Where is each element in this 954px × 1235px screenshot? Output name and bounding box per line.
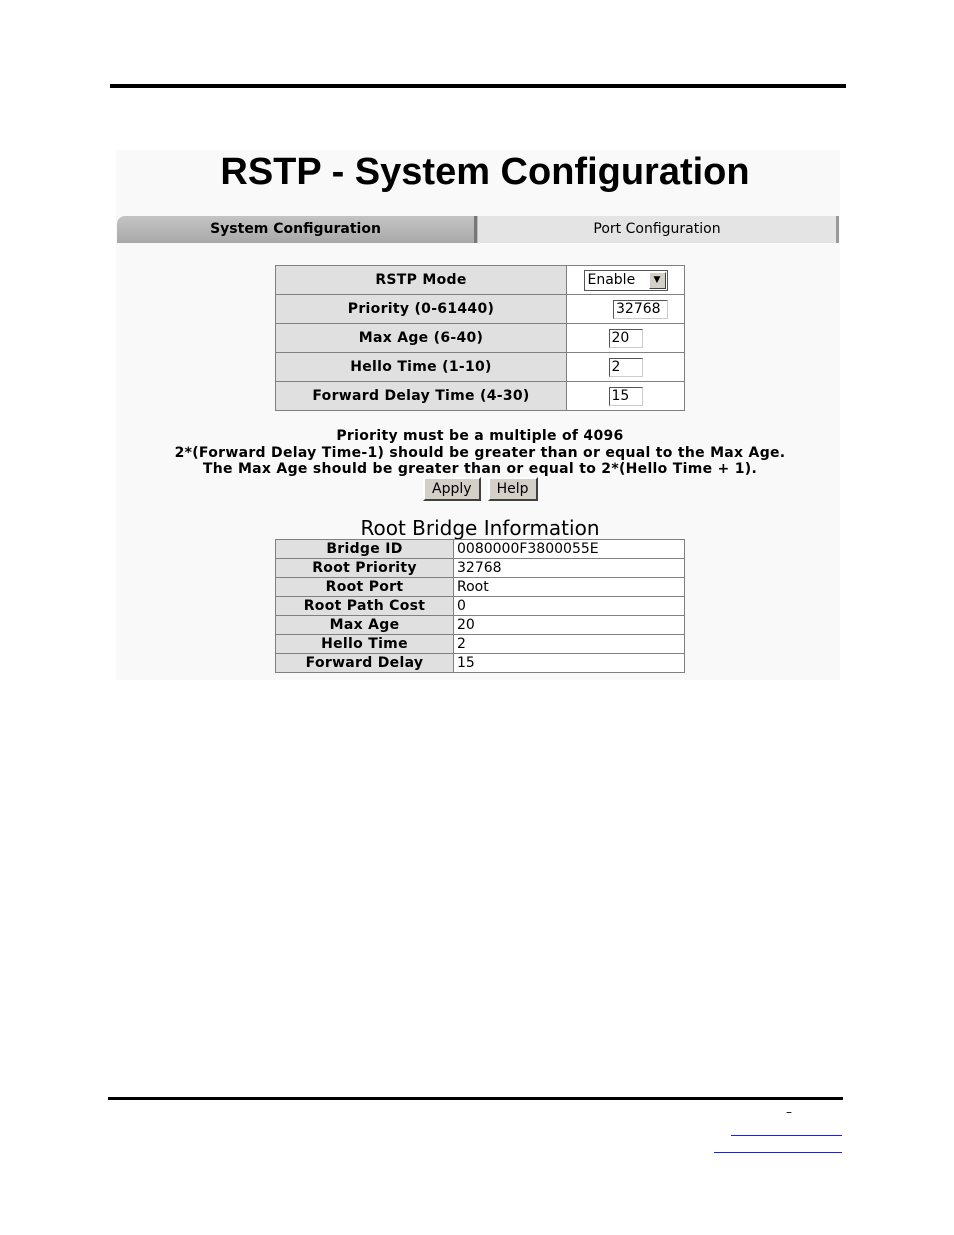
footer-dash: – xyxy=(786,1105,792,1119)
config-row-hello-time xyxy=(276,353,685,382)
footer-link-underline[interactable] xyxy=(714,1152,842,1153)
page-title: RSTP - System Configuration xyxy=(220,151,750,193)
max-age-info-label: Max Age xyxy=(276,616,454,635)
forward-delay-info-value: 15 xyxy=(454,654,685,673)
rstp-mode-value: Enable xyxy=(587,271,636,288)
max-age-label: Max Age (6-40) xyxy=(276,324,567,353)
root-path-cost-value: 0 xyxy=(454,597,685,616)
footer-link-underline[interactable] xyxy=(731,1135,842,1136)
forward-delay-input[interactable]: 15 xyxy=(609,387,643,406)
table-row xyxy=(276,597,685,616)
max-age-input[interactable]: 20 xyxy=(609,329,643,348)
hello-time-info-value: 2 xyxy=(454,635,685,654)
rstp-mode-label: RSTP Mode xyxy=(276,266,567,295)
root-port-value: Root xyxy=(454,578,685,597)
note-max-age: The Max Age should be greater than or equal to 2*(Hello Time + 1). xyxy=(202,461,758,477)
root-priority-label: Root Priority xyxy=(276,559,454,578)
table-row xyxy=(276,559,685,578)
root-path-cost-label: Root Path Cost xyxy=(276,597,454,616)
tab-system-configuration[interactable]: System Configuration xyxy=(117,216,477,243)
root-bridge-title: Root Bridge Information xyxy=(360,516,600,540)
table-row xyxy=(276,635,685,654)
note-priority: Priority must be a multiple of 4096 xyxy=(336,428,624,444)
bridge-id-label: Bridge ID xyxy=(276,540,454,559)
root-port-label: Root Port xyxy=(276,578,454,597)
priority-label: Priority (0-61440) xyxy=(276,295,567,324)
tab-port-configuration[interactable]: Port Configuration xyxy=(477,216,839,243)
hello-time-label: Hello Time (1-10) xyxy=(276,353,567,382)
button-group xyxy=(423,477,540,501)
config-row-max-age xyxy=(276,324,685,353)
forward-delay-info-label: Forward Delay xyxy=(276,654,454,673)
note-forward-delay: 2*(Forward Delay Time-1) should be greater than or equal to the Max Age. xyxy=(174,444,786,461)
config-row-rstp-mode xyxy=(276,266,685,295)
priority-input[interactable]: 32768 xyxy=(613,300,668,319)
hello-time-input[interactable]: 2 xyxy=(609,358,643,377)
chevron-down-icon[interactable]: ▼ xyxy=(649,272,666,289)
config-notes xyxy=(0,428,954,478)
root-priority-value: 32768 xyxy=(454,559,685,578)
tab-bar xyxy=(117,216,839,243)
rstp-mode-select[interactable] xyxy=(584,270,668,291)
rstp-config-table xyxy=(275,265,685,411)
top-rule xyxy=(110,84,846,88)
hello-time-info-label: Hello Time xyxy=(276,635,454,654)
table-row xyxy=(276,616,685,635)
root-bridge-table xyxy=(275,539,685,673)
max-age-info-value: 20 xyxy=(454,616,685,635)
table-row xyxy=(276,654,685,673)
config-row-priority xyxy=(276,295,685,324)
table-row xyxy=(276,540,685,559)
apply-button[interactable]: Apply xyxy=(423,477,481,501)
config-row-forward-delay xyxy=(276,382,685,411)
help-button[interactable]: Help xyxy=(488,477,538,501)
bridge-id-value: 0080000F3800055E xyxy=(454,540,685,559)
table-row xyxy=(276,578,685,597)
forward-delay-label: Forward Delay Time (4-30) xyxy=(276,382,567,411)
bottom-rule xyxy=(108,1097,843,1100)
